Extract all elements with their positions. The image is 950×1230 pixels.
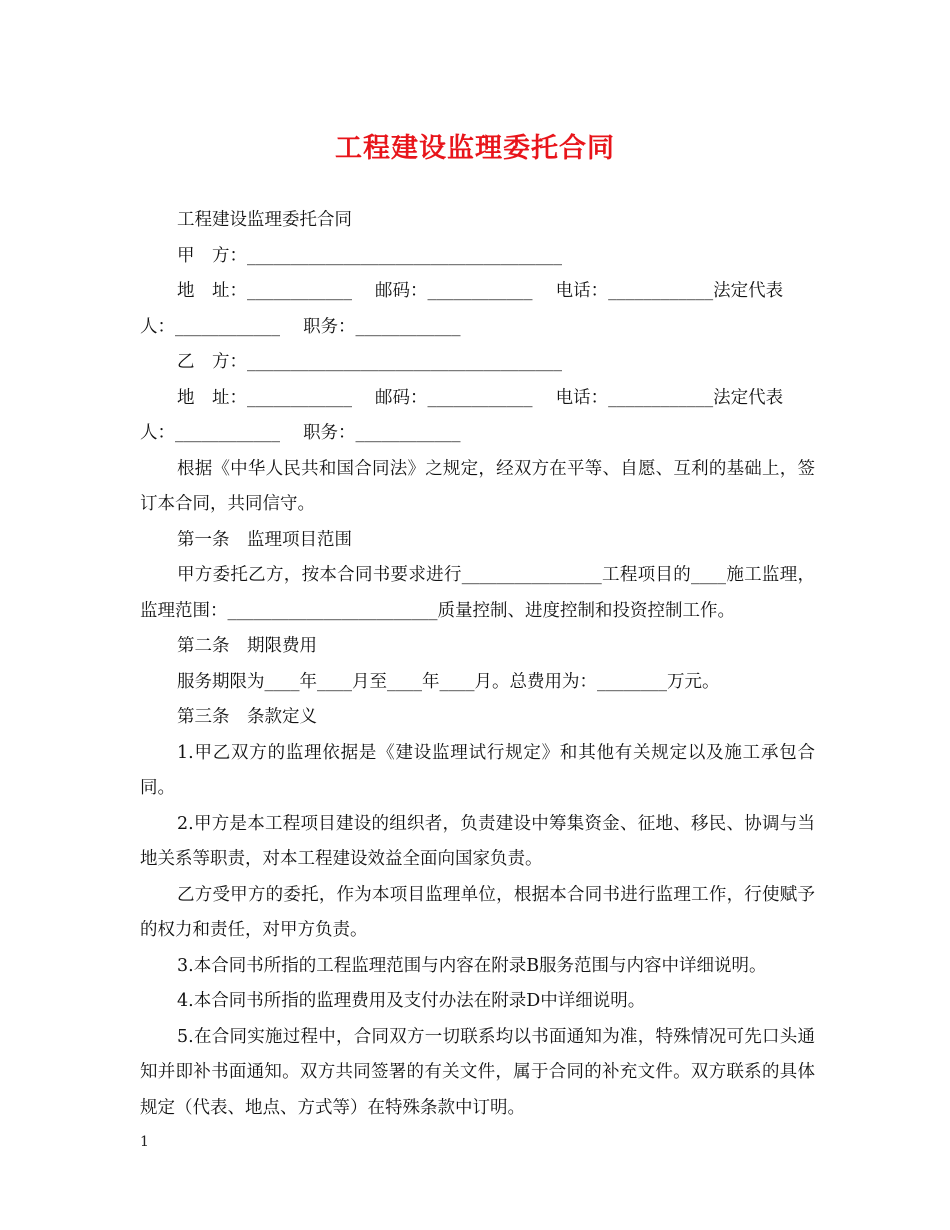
- document-title: 工程建设监理委托合同: [335, 133, 615, 164]
- document-body: [140, 203, 815, 1126]
- clause-2: 2.甲方是本工程项目建设的组织者，负责建设中筹集资金、征地、移民、协调与当地关系等职责，对本工程建设效益全面向国家负责。: [140, 813, 815, 869]
- clause-3: 3.本合同书所指的工程监理范围与内容在附录B服务范围与内容中详细说明。: [177, 955, 767, 976]
- clause-5: 5.在合同实施过程中，合同双方一切联系均以书面通知为准，特殊情况可先口头通知并即补书面通知。双方共同签署的有关文件，属于合同的补充文件。双方联系的具体规定（代表、地点、方式等）在特殊条款中订明。: [140, 1026, 815, 1118]
- page-number: 1: [140, 1134, 149, 1150]
- party-b-representative-line: 人：____________ 职务：____________: [140, 423, 461, 443]
- party-b-address-line: 地 址：____________ 邮码：____________ 电话：____________法定代表: [177, 387, 784, 408]
- clause-4: 4.本合同书所指的监理费用及支付办法在附录D中详细说明。: [177, 991, 646, 1011]
- article-1-heading: 第一条 监理项目范围: [177, 529, 352, 550]
- paragraph-subtitle: 工程建设监理委托合同: [177, 210, 352, 230]
- party-b-name: 乙 方：____________________________________: [177, 352, 562, 372]
- clause-1: 1.甲乙双方的监理依据是《建设监理试行规定》和其他有关规定以及施工承包合同。: [140, 742, 815, 798]
- article-1-body: 甲方委托乙方，按本合同书要求进行________________工程项目的____施工监理，监理范围：________________________质量控制、进度控制和投资控制工作。: [140, 565, 815, 621]
- paragraph-preamble: 根据《中华人民共和国合同法》之规定，经双方在平等、自愿、互利的基础上，签订本合同，共同信守。: [140, 458, 815, 514]
- article-2-heading: 第二条 期限费用: [177, 636, 317, 656]
- party-a-address-line: 地 址：____________ 邮码：____________ 电话：____________法定代表: [177, 281, 784, 301]
- article-2-body: 服务期限为____年____月至____年____月。总费用为：________万元。: [177, 671, 720, 692]
- article-3-heading: 第三条 条款定义: [177, 707, 317, 727]
- clause-2-continued: 乙方受甲方的委托，作为本项目监理单位，根据本合同书进行监理工作，行使赋予的权力和责任，对甲方负责。: [140, 884, 815, 940]
- party-a-name: 甲 方：____________________________________: [177, 245, 562, 266]
- party-a-representative-line: 人：____________ 职务：____________: [140, 316, 461, 337]
